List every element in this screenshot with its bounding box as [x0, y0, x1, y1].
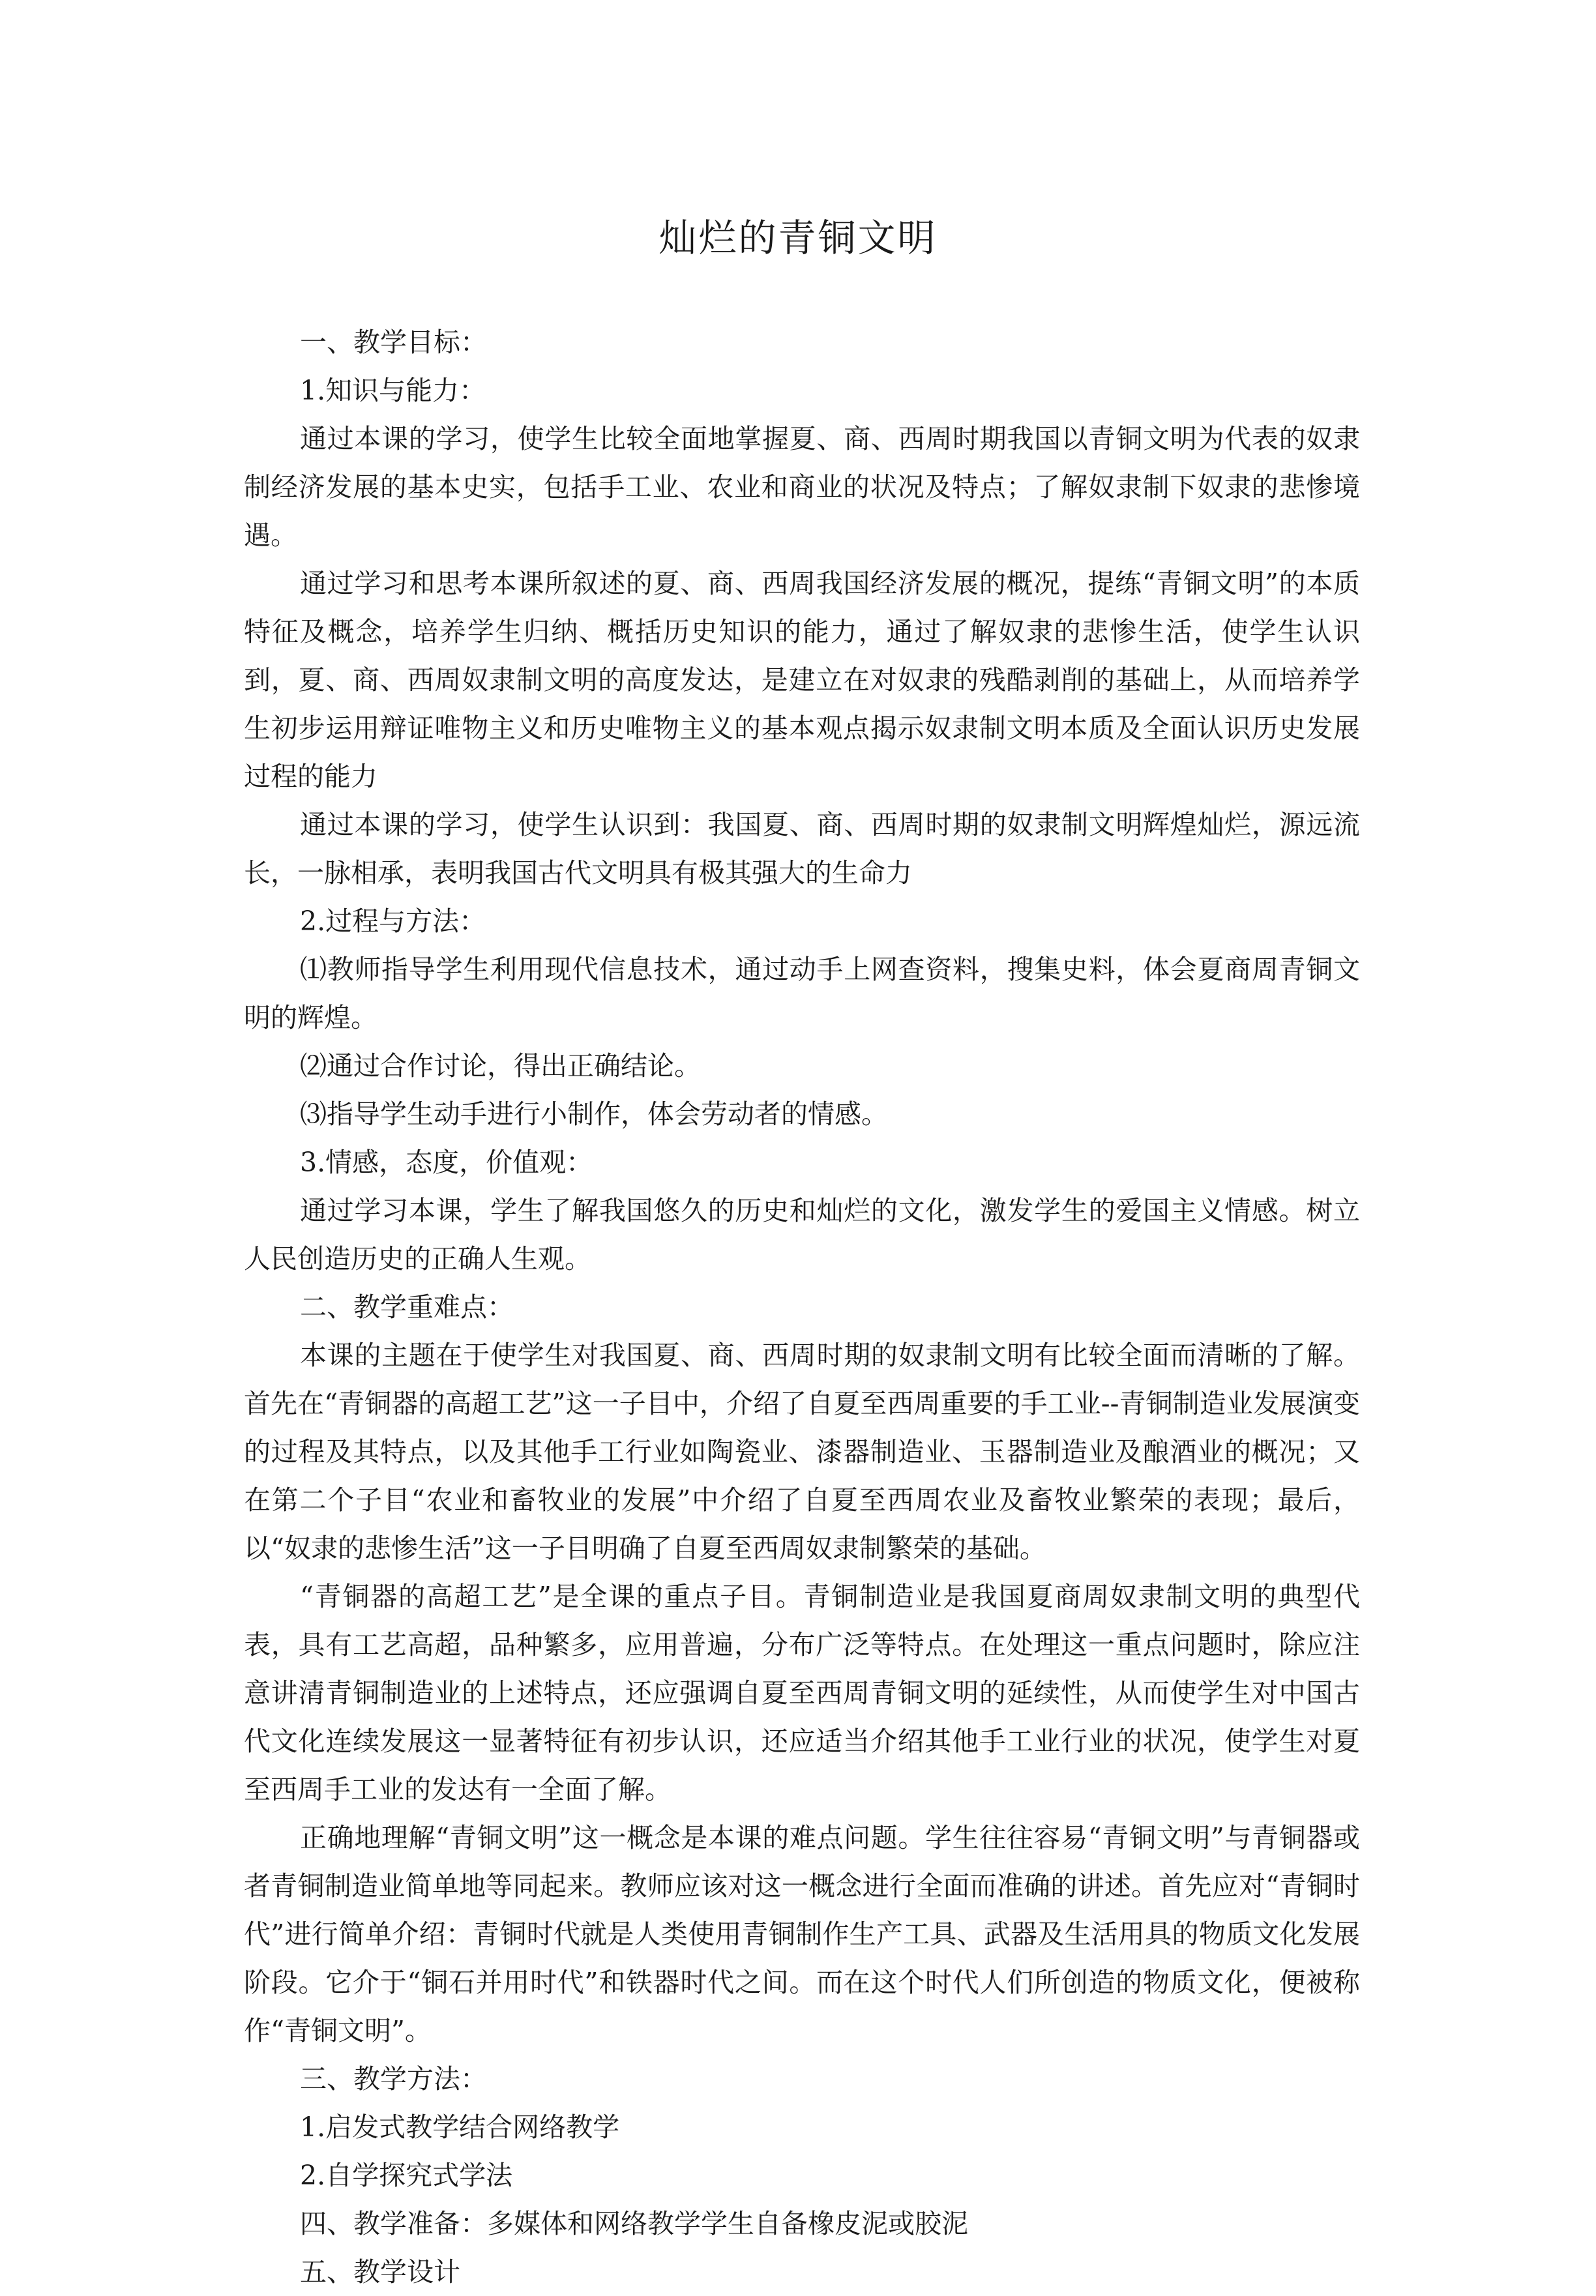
subsection-heading: 1.知识与能力：	[300, 375, 486, 406]
paragraph: 通过本课的学习，使学生认识到：我国夏、商、西周时期的奴隶制文明辉煌灿烂，源远流长，一脉相承，表明我国古代文明具有极其强大的生命力	[244, 809, 1360, 889]
section-heading: 四、教学准备：多媒体和网络教学学生自备橡皮泥或胶泥	[300, 2208, 968, 2239]
paragraph: 本课的主题在于使学生对我国夏、商、西周时期的奴隶制文明有比较全面而清晰的了解。首先在“青铜器的高超工艺”这一子目中，介绍了自夏至西周重要的手工业--青铜制造业发展演变的过程及其特点，以及其他手工行业如陶瓷业、漆器制造业、玉器制造业及酿酒业的概况；又在第二个子目“农业和畜牧业的发展”中介绍了自夏至西周农业及畜牧业繁荣的表现；最后，以“奴隶的悲惨生活”这一子目明确了自夏至西周奴隶制繁荣的基础。	[244, 1340, 1360, 1564]
list-item: ⑵通过合作讨论，得出正确结论。	[300, 1050, 701, 1082]
list-item: ⑴教师指导学生利用现代信息技术，通过动手上网查资料，搜集史料，体会夏商周青铜文明的辉煌。	[244, 954, 1360, 1033]
subsection-heading: 3.情感，态度，价值观：	[300, 1147, 593, 1178]
section-heading: 三、教学方法：	[300, 2063, 487, 2095]
paragraph: 通过学习和思考本课所叙述的夏、商、西周我国经济发展的概况，提练“青铜文明”的本质特征及概念，培养学生归纳、概括历史知识的能力，通过了解奴隶的悲惨生活，使学生认识到，夏、商、西周奴隶制文明的高度发达，是建立在对奴隶的残酷剥削的基础上，从而培养学生初步运用辩证唯物主义和历史唯物主义的基本观点揭示奴隶制文明本质及全面认识历史发展过程的能力	[244, 568, 1360, 792]
list-item: 1.启发式教学结合网络教学	[300, 2112, 620, 2143]
paragraph: “青铜器的高超工艺”是全课的重点子目。青铜制造业是我国夏商周奴隶制文明的典型代表，具有工艺高超，品种繁多，应用普遍，分布广泛等特点。在处理这一重点问题时，除应注意讲清青铜制造业的上述特点，还应强调自夏至西周青铜文明的延续性，从而使学生对中国古代文化连续发展这一显著特征有初步认识，还应适当介绍其他手工业行业的状况，使学生对夏至西周手工业的发达有一全面了解。	[244, 1581, 1360, 1805]
section-heading: 一、教学目标：	[300, 327, 487, 358]
section-heading: 二、教学重难点：	[300, 1291, 514, 1323]
subsection-heading: 2.过程与方法：	[300, 905, 486, 937]
list-item: ⑶指导学生动手进行小制作，体会劳动者的情感。	[300, 1098, 888, 1130]
paragraph: 通过本课的学习，使学生比较全面地掌握夏、商、西周时期我国以青铜文明为代表的奴隶制经济发展的基本史实，包括手工业、农业和商业的状况及特点；了解奴隶制下奴隶的悲惨境遇。	[244, 423, 1360, 551]
paragraph: 通过学习本课，学生了解我国悠久的历史和灿烂的文化，激发学生的爱国主义情感。树立人民创造历史的正确人生观。	[244, 1195, 1360, 1274]
section-heading: 五、教学设计	[300, 2256, 460, 2288]
paragraph: 正确地理解“青铜文明”这一概念是本课的难点问题。学生往往容易“青铜文明”与青铜器或者青铜制造业简单地等同起来。教师应该对这一概念进行全面而准确的讲述。首先应对“青铜时代”进行简单介绍：青铜时代就是人类使用青铜制作生产工具、武器及生活用具的物质文化发展阶段。它介于“铜石并用时代”和铁器时代之间。而在这个时代人们所创造的物质文化，便被称作“青铜文明”。	[244, 1822, 1360, 2046]
document-body	[244, 318, 1360, 2296]
page-title: 灿烂的青铜文明	[658, 216, 938, 260]
list-item: 2.自学探究式学法	[300, 2160, 513, 2191]
